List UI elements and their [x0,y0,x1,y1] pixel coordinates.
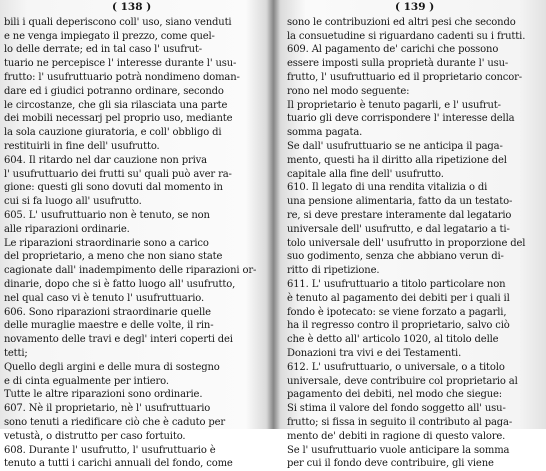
left-page-line: la sola cauzione giuratoria, e coll' obbligo di [4,127,222,139]
right-page-line: la consuetudine si riguardano cadenti su i frutti. [287,30,526,42]
right-page-line: che è detto all' articolo 1020, al titolo delle [287,334,499,346]
left-page-line: 605. L' usufruttuario non è tenuto, se non [4,209,210,221]
left-page-line: tenuto a tutti i carichi annuali del fondo, come [4,458,233,470]
left-page-line: alle riparazioni ordinarie. [4,223,130,235]
left-page-line: cagionate dall' inadempimento delle riparazioni or- [4,265,257,277]
left-page-line: bili i quali deperiscono coll' uso, siano venduti [4,16,232,28]
right-page-line: pagamento dei debiti, nel modo che siegue: [287,389,503,401]
right-page-line: tuario gli deve corrispondere l' interesse della [287,113,515,125]
right-page-line: ritto di ripetizione. [287,265,380,277]
left-page-line: nel qual caso vi è tenuto l' usufruttuario. [4,292,205,304]
right-page-line: mento, questi ha il diritto alla ripetizione del [287,154,507,166]
right-page-text [287,2,545,471]
right-page-line: 609. Al pagamento de' carichi che possono [287,44,499,56]
right-page-line: frutto, l' usufruttuario ed il proprietario concor- [287,71,522,83]
left-page-line: e ne venga impiegato il prezzo, come quel- [4,30,215,42]
right-page-line: Donazioni tra vivi e dei Testamenti. [287,347,462,359]
left-page-line: 606. Sono riparazioni straordinarie quelle [4,306,211,318]
left-page-line: cui si fa luogo all' usufrutto. [4,196,142,208]
left-page-line: 604. Il ritardo nel dar cauzione non priva [4,154,207,166]
left-page-line: 608. Durante l' usufrutto, l' usufruttuario è [4,444,216,456]
left-page-line: 607. Nè il proprietario, nè l' usufruttuario [4,403,211,415]
left-page-line: Le riparazioni straordinarie sono a carico [4,237,209,249]
left-page-text [4,2,268,471]
left-page-line: le circostanze, che gli sia rilasciata una parte [4,99,228,111]
right-page-line: 610. Il legato di una rendita vitalizia o di [287,182,488,194]
right-page-line: essere imposti sulla proprietà durante l' usu- [287,58,509,70]
left-page-line: sono tenuti a riedificare ciò che è caduto per [4,416,226,428]
right-page-line: 611. L' usufruttuario a titolo particolare non [287,278,506,290]
left-page [0,0,273,470]
left-page-line: tuario ne percepisce l' interesse durante l' usu- [4,58,237,70]
left-page-line: dinarie, dopo che si è fatto luogo all' usufrutto, [4,278,236,290]
left-page-line: dare ed i giudici potranno ordinare, secondo [4,85,224,97]
right-page-line: frutto; si fissa in seguito il contributo al paga- [287,416,513,428]
right-page-line: universale, deve contribuire col proprietario al [287,375,518,387]
right-page-line: una pensione alimentaria, fatto da un testato- [287,196,513,208]
right-page-line: Si stima il valore del fondo soggetto all' usu- [287,403,506,415]
left-page-line: frutto: l' usufruttuario potrà nondimeno doman- [4,71,240,83]
right-page-line: Se l' usufruttuario vuole anticipare la somma [287,444,510,456]
left-page-line: Quello degli argini e delle mura di sostegno [4,361,220,373]
left-page-line: novamento delle travi e degl' interi coperti dei [4,334,233,346]
left-page-line: Tutte le altre riparazioni sono ordinarie. [4,389,203,401]
left-page-line: restituirli in fine dell' usufrutto. [4,140,160,152]
left-page-line: gione: questi gli sono dovuti dal momento in [4,182,223,194]
right-page-line: ha il regresso contro il proprietario, salvo ciò [287,320,510,332]
left-page-line: e di cinta egualmente per intiero. [4,375,169,387]
left-page-line: del proprietario, a meno che non siano state [4,251,223,263]
right-page-line: Se dall' usufruttuario se ne anticipa il paga- [287,140,503,152]
left-page-line: l' usufruttuario dei frutti su' quali può aver ra- [4,168,232,180]
right-page-line: universale dell' usufrutto, e dal legatario a ti- [287,223,510,235]
right-page-line: suo godimento, senza che abbiano verun di- [287,251,504,263]
page-number-right: ( 139 ) [395,1,435,13]
page-number-left: ( 138 ) [112,1,152,13]
left-page-line: lo delle derrate; ed in tal caso l' usufrut- [4,44,202,56]
right-page-line: rono nel modo seguente: [287,85,410,97]
right-page-line: Il proprietario è tenuto pagarli, e l' usufrut- [287,99,501,111]
left-page-line: tetti; [4,347,28,359]
right-page-line: re, si deve prestare interamente dal legatario [287,209,512,221]
left-page-line: delle muraglie maestre e delle volte, il rin- [4,320,214,332]
right-page-line: per cui il fondo deve contribuire, gli viene [287,458,494,470]
left-page-line: dei mobili necessarj pel proprio uso, mediante [4,113,233,125]
right-page-line: fondo è ipotecato: se viene forzato a pagarli, [287,306,507,318]
right-page-line: è tenuto al pagamento dei debiti per i quali il [287,292,510,304]
right-page-line: tolo universale dell' usufrutto in proporzione del [287,237,526,249]
right-page-line: capitale alla fine dell' usufrutto. [287,168,444,180]
right-page-line: sono le contribuzioni ed altri pesi che secondo [287,16,516,28]
right-page-line: 612. L' usufruttuario, o universale, o a titolo [287,361,505,373]
left-page-line: vetustà, o distrutto per caso fortuito. [4,430,186,442]
right-page-line: mento de' debiti in ragione di questo valore. [287,430,506,442]
right-page [273,0,546,470]
right-page-line: somma pagata. [287,127,363,139]
